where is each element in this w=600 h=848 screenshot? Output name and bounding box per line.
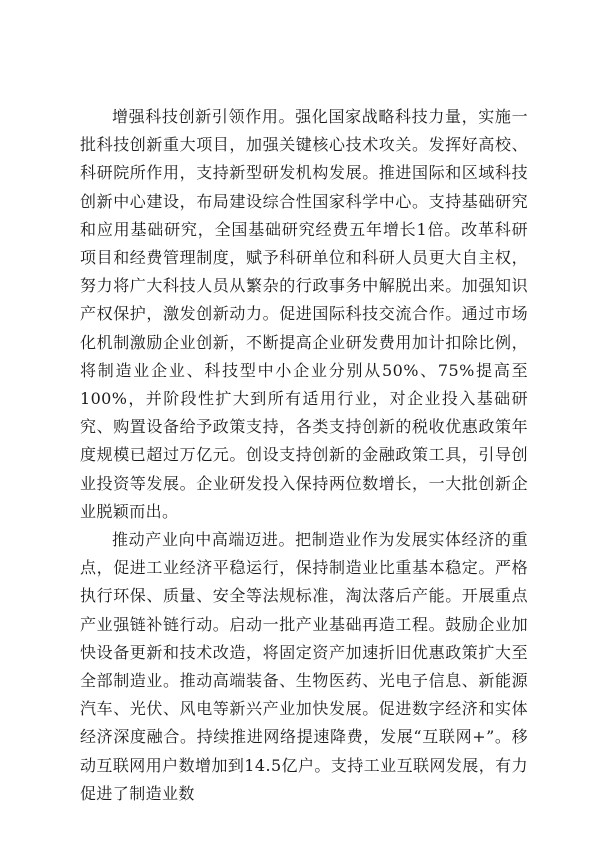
paragraph-industry-upgrade: 推动产业向中高端迈进。把制造业作为发展实体经济的重点，促进工业经济平稳运行，保持制造业比重基本稳定。严格执行环保、质量、安全等法规标准，淘汰落后产能。开展重点产业强链补链行动。启动一批产业基础再造工程。鼓励企业加快设备更新和技术改造，将固定资产加速折旧优惠政策扩大至全部制造业。推动高端装备、生物医药、光电子信息、新能源汽车、光伏、风电等新兴产业加快发展。促进数字经济和实体经济深度融合。持续推进网络提速降费，发展“互联网+”。移动互联网用户数增加到14.5亿户。支持工业互联网发展，有力促进了制造业数 — [80, 530, 528, 803]
body-text — [80, 103, 528, 808]
paragraph-science-innovation: 增强科技创新引领作用。强化国家战略科技力量，实施一批科技创新重大项目，加强关键核心技术攻关。发挥好高校、科研院所作用，支持新型研发机构发展。推进国际和区域科技创新中心建设，布局建设综合性国家科学中心。支持基础研究和应用基础研究，全国基础研究经费五年增长1倍。改革科研项目和经费管理制度，赋予科研单位和科研人员更大自主权，努力将广大科技人员从繁杂的行政事务中解脱出来。加强知识产权保护，激发创新动力。促进国际科技交流合作。通过市场化机制激励企业创新，不断提高企业研发费用加计扣除比例，将制造业企业、科技型中小企业分别从50%、75%提高至100%，并阶段性扩大到所有适用行业，对企业投入基础研究、购置设备给予政策支持，各类支持创新的税收优惠政策年度规模已超过万亿元。创设支持创新的金融政策工具，引导创业投资等发展。企业研发投入保持两位数增长，一大批创新企业脱颖而出。 — [80, 107, 528, 521]
